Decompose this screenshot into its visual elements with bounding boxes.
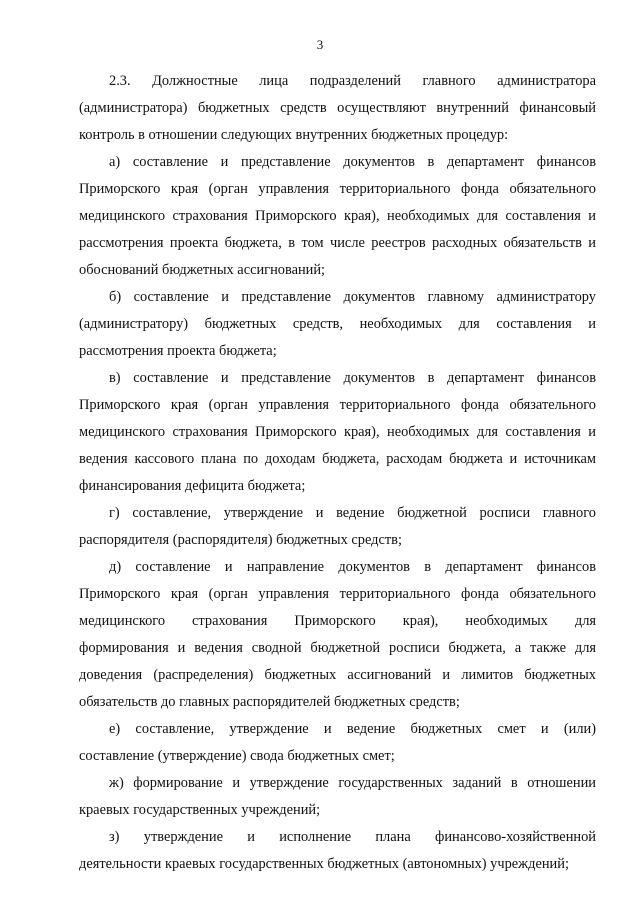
paragraph-b — [79, 284, 596, 365]
paragraph-a — [79, 149, 596, 284]
text-line: деятельности краевых государственных бюджетных (автономных) учреждений; — [79, 856, 569, 872]
text-line: 2.3. Должностные лица подразделений главного администратора — [109, 73, 596, 89]
page-number: 3 — [316, 37, 324, 52]
text-line: рассмотрения проекта бюджета, в том числе реестров расходных обязательств и — [79, 235, 596, 251]
text-line: медицинского страхования Приморского края), необходимых для составления и — [79, 424, 596, 440]
text-line: (администратору) бюджетных средств, необходимых для составления и — [79, 316, 596, 332]
text-line: контроль в отношении следующих внутренних бюджетных процедур: — [79, 127, 509, 143]
paragraph-zh — [79, 770, 596, 824]
text-line: формирования и ведения сводной бюджетной росписи бюджета, а также для — [79, 640, 596, 656]
paragraph-2-3 — [79, 68, 596, 149]
text-line: Приморского края (орган управления территориального фонда обязательного — [79, 397, 596, 413]
paragraph-z — [79, 824, 596, 878]
text-line: Приморского края (орган управления территориального фонда обязательного — [79, 181, 596, 197]
text-line: в) составление и представление документов в департамент финансов — [109, 370, 596, 386]
text-line: е) составление, утверждение и ведение бюджетных смет и (или) — [109, 721, 596, 737]
text-line: з) утверждение и исполнение плана финансово-хозяйственной — [109, 829, 596, 845]
text-line: б) составление и представление документов главному администратору — [109, 289, 596, 305]
text-line: ж) формирование и утверждение государственных заданий в отношении — [109, 775, 596, 791]
text-line: Приморского края (орган управления территориального фонда обязательного — [79, 586, 596, 602]
paragraph-d — [79, 554, 596, 716]
text-line: ведения кассового плана по доходам бюджета, расходам бюджета и источникам — [79, 451, 596, 467]
text-line: составление (утверждение) свода бюджетных смет; — [79, 748, 395, 764]
text-line: распорядителя (распорядителя) бюджетных средств; — [79, 532, 402, 548]
text-line: медицинского страхования Приморского края), необходимых для — [79, 613, 596, 629]
text-line: медицинского страхования Приморского края), необходимых для составления и — [79, 208, 596, 224]
text-line: доведения (распределения) бюджетных ассигнований и лимитов бюджетных — [79, 667, 596, 683]
paragraph-v — [79, 365, 596, 500]
text-line: а) составление и представление документов в департамент финансов — [109, 154, 596, 170]
text-line: (администратора) бюджетных средств осуществляют внутренний финансовый — [79, 100, 596, 116]
paragraph-e — [79, 716, 596, 770]
text-line: рассмотрения проекта бюджета; — [79, 343, 277, 359]
text-line: обязательств до главных распорядителей бюджетных средств; — [79, 694, 460, 710]
paragraph-g — [79, 500, 596, 554]
text-line: д) составление и направление документов в департамент финансов — [109, 559, 596, 575]
text-line: г) составление, утверждение и ведение бюджетной росписи главного — [109, 505, 596, 521]
text-line: финансирования дефицита бюджета; — [79, 478, 306, 494]
text-line: обоснований бюджетных ассигнований; — [79, 262, 326, 278]
document-body — [79, 68, 596, 878]
text-line: краевых государственных учреждений; — [79, 802, 321, 818]
